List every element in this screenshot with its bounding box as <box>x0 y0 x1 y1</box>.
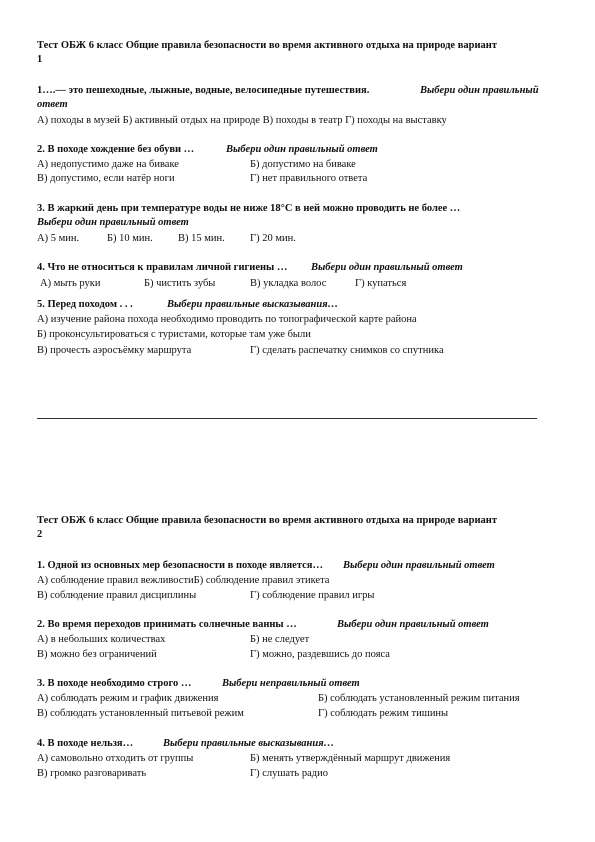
v2-q2-hint: Выбери один правильный ответ <box>337 619 489 630</box>
v2-q2-stem: 2. Во время переходов принимать солнечные ванны … <box>37 619 297 630</box>
q5-option-b: Б) проконсультироваться с туристами, которые там уже были <box>37 329 311 340</box>
q1-stem: 1….— это пешеходные, лыжные, водные, велосипедные путешествия. <box>37 85 370 96</box>
v2-q2-option-d: Г) можно, раздевшись до пояса <box>250 649 390 660</box>
variant-1-number: 1 <box>37 54 43 65</box>
q2-option-b: Б) допустимо на биваке <box>250 159 356 170</box>
v2-q3-option-a: А) соблюдать режим и график движения <box>37 693 219 704</box>
q4-option-d: Г) купаться <box>355 278 407 289</box>
v2-q4-hint: Выбери правильные высказывания… <box>163 738 335 749</box>
q3-option-a: А) 5 мин. <box>37 233 80 244</box>
variant-2-number: 2 <box>37 529 43 540</box>
q4-option-a: А) мыть руки <box>40 278 101 289</box>
q2-stem: 2. В походе хождение без обуви … <box>37 144 195 155</box>
v2-q4-option-a: А) самовольно отходить от группы <box>37 753 194 764</box>
q3-option-c: В) 15 мин. <box>178 233 225 244</box>
v2-q4-option-c: В) громко разговаривать <box>37 768 147 779</box>
q5-hint: Выбери правильные высказывания… <box>167 299 339 310</box>
divider <box>37 418 537 419</box>
q3-stem: 3. В жаркий день при температуре воды не ниже 18°С в ней можно проводить не более … <box>37 203 461 214</box>
q2-hint: Выбери один правильный ответ <box>226 144 378 155</box>
q5-option-a: А) изучение района похода необходимо проводить по топографической карте района <box>37 314 417 325</box>
v2-q2-option-c: В) можно без ограничений <box>37 649 157 660</box>
q3-option-d: Г) 20 мин. <box>250 233 296 244</box>
v2-q3-stem: 3. В походе необходимо строго … <box>37 678 192 689</box>
q5-option-c: В) прочесть аэросъёмку маршрута <box>37 345 192 356</box>
q4-option-c: В) укладка волос <box>250 278 327 289</box>
v2-q1-option-ab: А) соблюдение правил вежливостиБ) соблюдение правил этикета <box>37 575 330 586</box>
q4-stem: 4. Что не относиться к правилам личной гигиены … <box>37 262 288 273</box>
q1-hint-cont: ответ <box>37 99 68 110</box>
q2-option-c: В) допустимо, если натёр ноги <box>37 173 175 184</box>
v2-q1-option-c: В) соблюдение правил дисциплины <box>37 590 197 601</box>
q5-option-d: Г) сделать распечатку снимков со спутника <box>250 345 444 356</box>
q2-option-d: Г) нет правильного ответа <box>250 173 368 184</box>
q4-option-b: Б) чистить зубы <box>144 278 216 289</box>
v2-q4-option-d: Г) слушать радио <box>250 768 328 779</box>
v2-q4-option-b: Б) менять утверждённый маршрут движения <box>250 753 451 764</box>
v2-q4-stem: 4. В походе нельзя… <box>37 738 134 749</box>
q4-hint: Выбери один правильный ответ <box>311 262 463 273</box>
v2-q3-option-d: Г) соблюдать режим тишины <box>318 708 449 719</box>
q5-stem: 5. Перед походом . . . <box>37 299 133 310</box>
v2-q2-option-a: А) в небольших количествах <box>37 634 166 645</box>
v2-q1-hint: Выбери один правильный ответ <box>343 560 495 571</box>
q3-hint: Выбери один правильный ответ <box>37 217 189 228</box>
q3-option-b: Б) 10 мин. <box>107 233 153 244</box>
q2-option-a: А) недопустимо даже на биваке <box>37 159 179 170</box>
q1-hint: Выбери один правильный <box>420 85 539 96</box>
v2-q2-option-b: Б) не следует <box>250 634 310 645</box>
v2-q3-hint: Выбери неправильный ответ <box>222 678 360 689</box>
v2-q1-stem: 1. Одной из основных мер безопасности в походе является… <box>37 560 323 571</box>
variant-2-title: Тест ОБЖ 6 класс Общие правила безопасности во время активного отдыха на природе вариант <box>37 515 497 526</box>
v2-q1-option-d: Г) соблюдение правил игры <box>250 590 375 601</box>
v2-q3-option-c: В) соблюдать установленный питьевой режим <box>37 708 244 719</box>
q1-answers: А) походы в музей Б) активный отдых на природе В) походы в театр Г) походы на выставку <box>37 115 447 126</box>
variant-1-title: Тест ОБЖ 6 класс Общие правила безопасности во время активного отдыха на природе вариант <box>37 40 497 51</box>
v2-q3-option-b: Б) соблюдать установленный режим питания <box>318 693 520 704</box>
